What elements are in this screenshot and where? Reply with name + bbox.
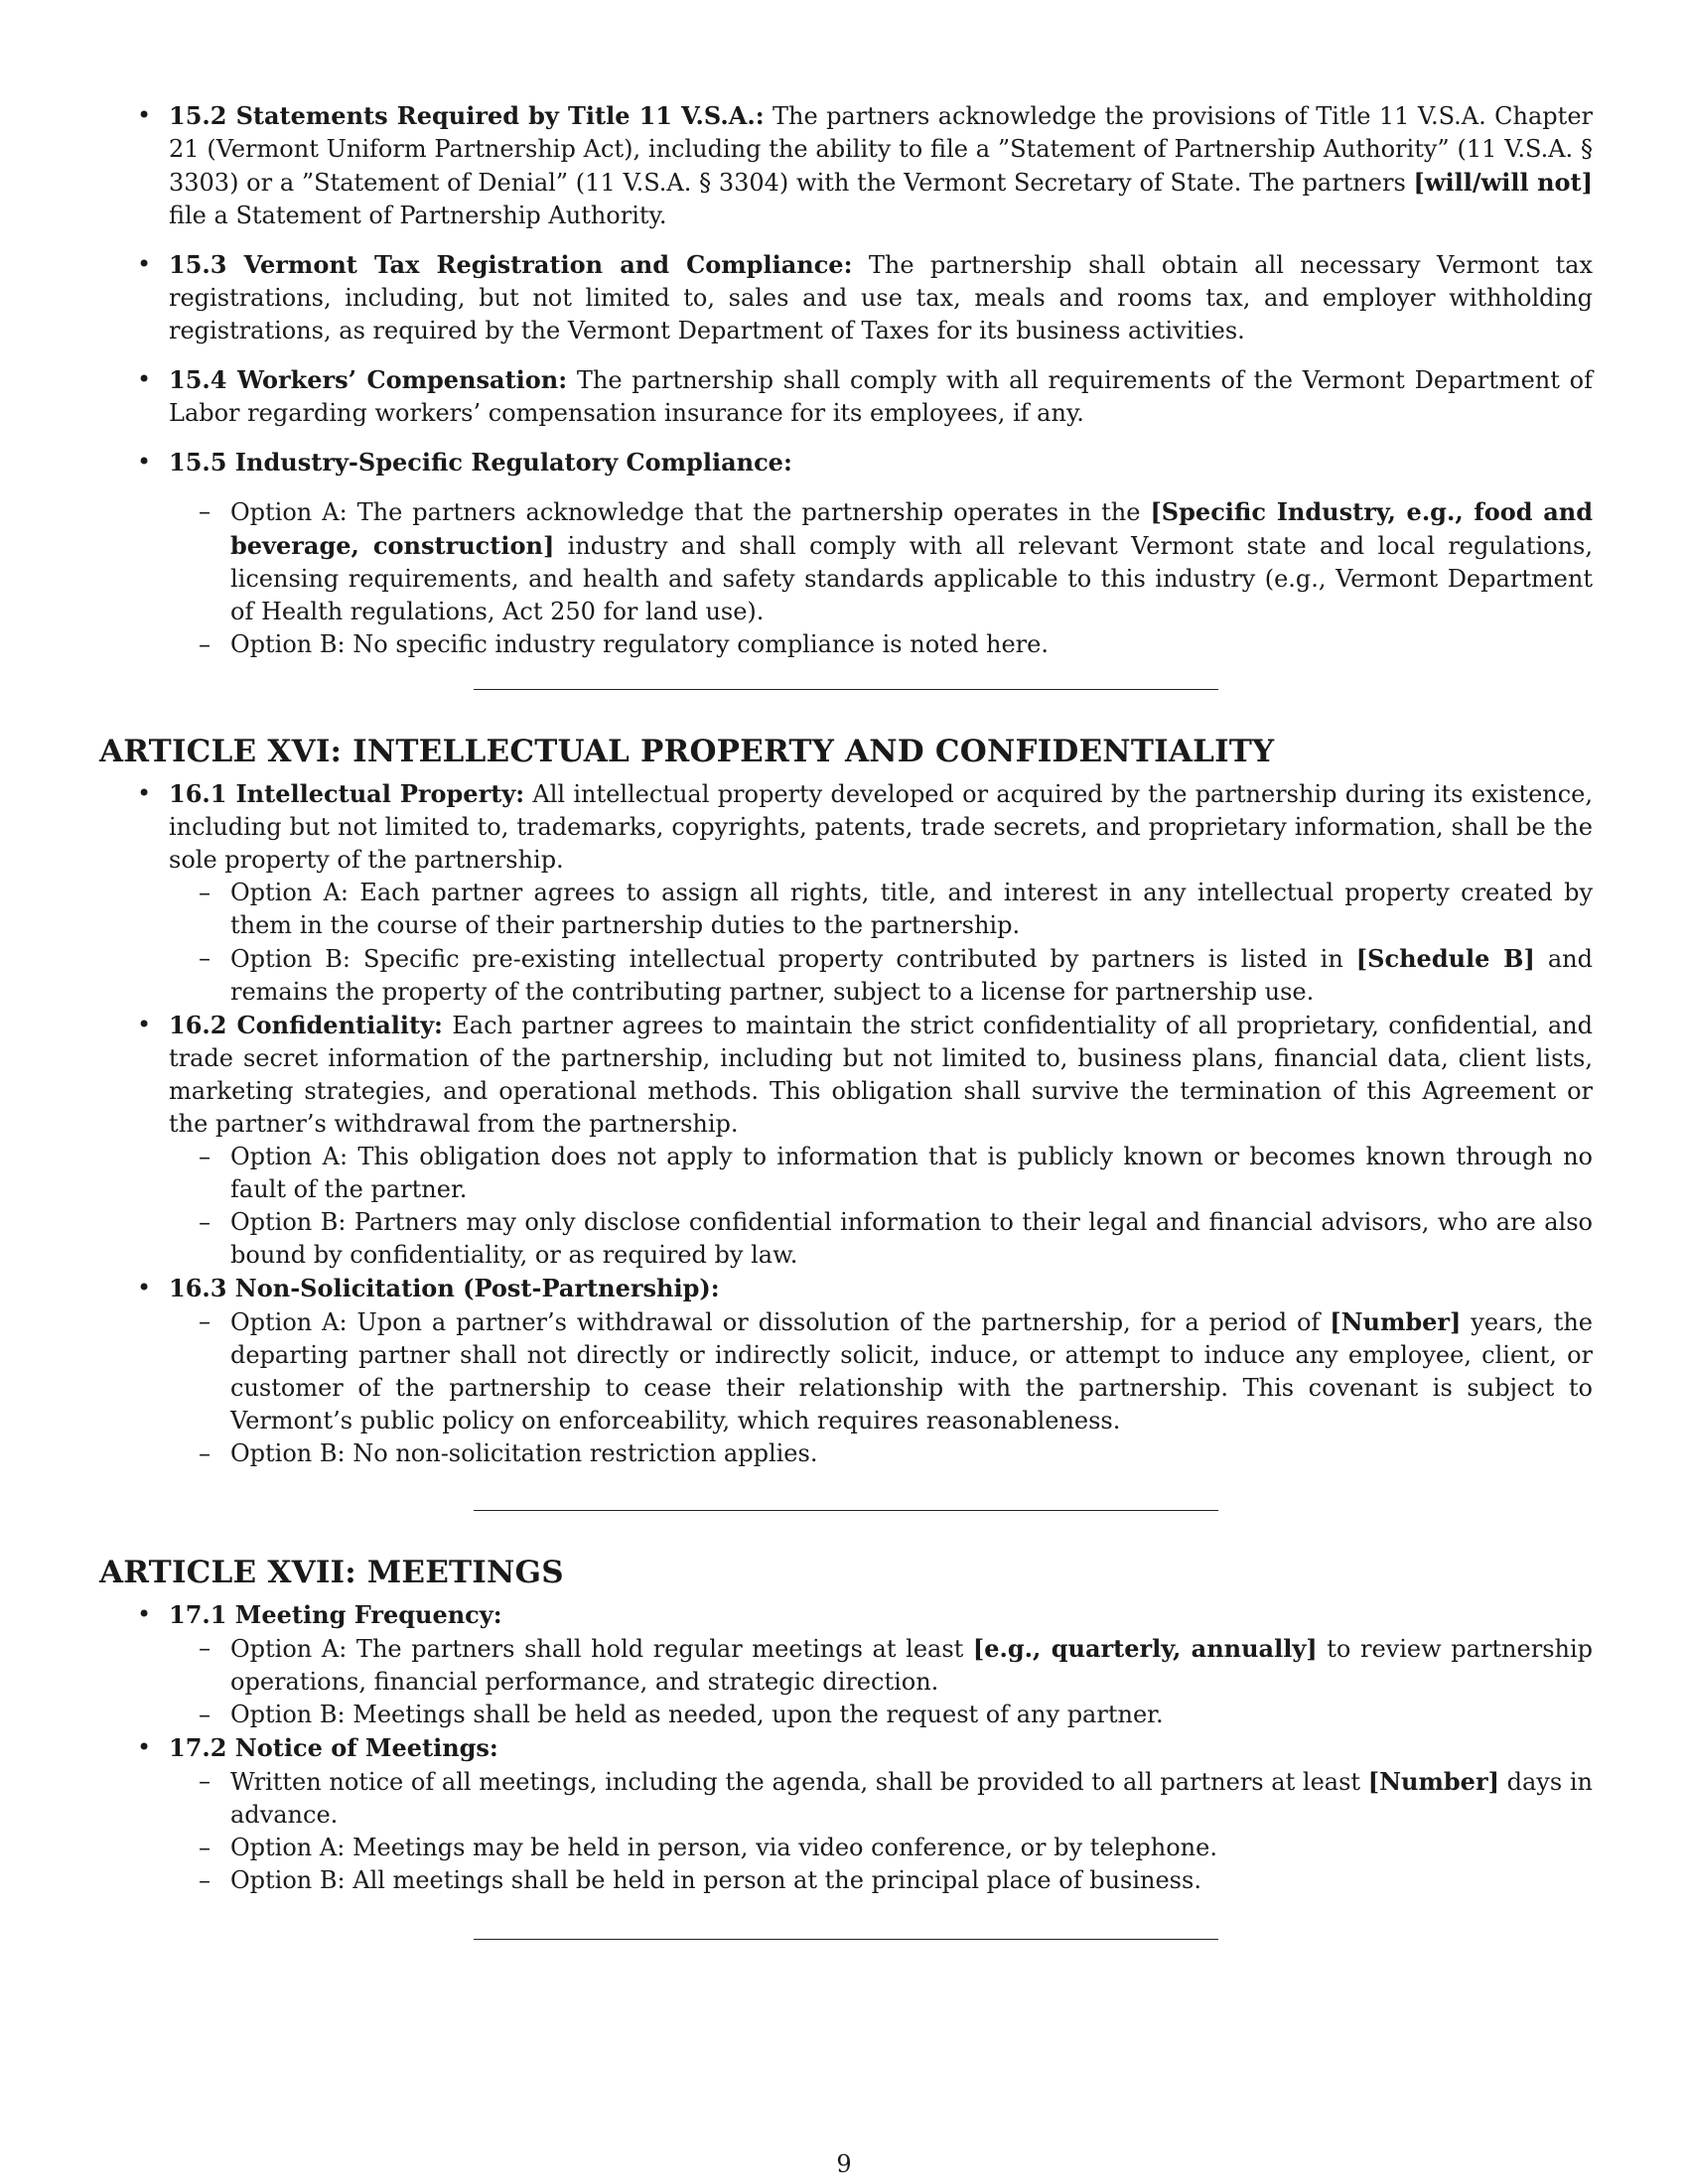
options-list <box>169 1632 1593 1731</box>
clause-heading: 17.2 Notice of Meetings: <box>169 1733 498 1762</box>
section-divider <box>474 1939 1218 1940</box>
options-list <box>169 1305 1593 1470</box>
page-number: 9 <box>836 2150 852 2178</box>
option-text: Option A: The partners shall hold regular meetings at least <box>230 1635 973 1663</box>
option-text: Option B: Meetings shall be held as needed, upon the request of any partner. <box>230 1701 1164 1728</box>
option-a <box>169 495 1593 628</box>
clause-text: All intellectual property developed or acquired by the partnership during its existence, including but not limited to, trademarks, copyrights, patents, trade secrets, and proprietary information, shall be the sole property of the partnership. <box>169 780 1593 874</box>
section-15-list <box>99 99 1593 661</box>
option-text: days in advance. <box>230 1768 1593 1829</box>
clause-15-4 <box>99 363 1593 430</box>
option-b <box>169 628 1593 661</box>
clause-heading: 15.5 Industry-Specific Regulatory Compliance: <box>169 448 792 477</box>
clause-15-5 <box>99 446 1593 661</box>
option-text: Option A: Meetings may be held in person, via video conference, or by telephone. <box>230 1834 1217 1861</box>
option-a <box>169 1832 1593 1864</box>
clause-15-2 <box>99 99 1593 232</box>
option-text: Option B: Specific pre-existing intellectual property contributed by partners is listed in <box>230 945 1356 973</box>
option-text: Option A: This obligation does not apply to information that is publicly known or becomes known through no fault of the partner. <box>230 1143 1593 1203</box>
option-text: Option A: Upon a partner’s withdrawal or dissolution of the partnership, for a period of <box>230 1308 1331 1336</box>
option-text: years, the departing partner shall not directly or indirectly solicit, induce, or attempt to induce any employee, client, or customer of the partnership to cease their relationship with the partnership. This covenant is subject to Vermont’s public policy on enforceability, which requires reasonableness. <box>230 1308 1593 1434</box>
options-list <box>169 1141 1593 1272</box>
clause-text: The partners acknowledge the provisions of Title 11 V.S.A. Chapter 21 (Vermont Uniform Partnership Act), including the ability to file a ”Statement of Partnership Authority” (11 V.S.A. § 3303) or a ”Statement of Denial” (11 V.S.A. § 3304) with the Vermont Secretary of State. The partners <box>169 102 1593 197</box>
article-17-title: ARTICLE XVII: MEETINGS <box>99 1555 564 1590</box>
option-b <box>169 942 1593 1009</box>
clause-16-2 <box>99 1009 1593 1272</box>
option-text: Option B: No specific industry regulatory compliance is noted here. <box>230 630 1049 658</box>
clause-text: file a Statement of Partnership Authority. <box>169 202 667 229</box>
option-b <box>169 1864 1593 1897</box>
clause-heading: 16.1 Intellectual Property: <box>169 779 525 808</box>
clause-17-1 <box>99 1598 1593 1731</box>
clause-heading: 15.2 Statements Required by Title 11 V.S.A.: <box>169 101 765 130</box>
clause-heading: 17.1 Meeting Frequency: <box>169 1600 502 1629</box>
clause-text: Each partner agrees to maintain the strict confidentiality of all proprietary, confidential, and trade secret information of the partnership, including but not limited to, business plans, financial data, client lists, marketing strategies, and operational methods. This obligation shall survive the termination of this Agreement or the partner’s withdrawal from the partnership. <box>169 1012 1593 1138</box>
document-page <box>99 99 1593 1940</box>
notice-requirement <box>169 1765 1593 1832</box>
options-list <box>169 877 1593 1009</box>
option-b <box>169 1699 1593 1731</box>
article-16-title: ARTICLE XVI: INTELLECTUAL PROPERTY AND CONFIDENTIALITY <box>99 734 1275 769</box>
option-text: Option A: Each partner agrees to assign all rights, title, and interest in any intellectual property created by them in the course of their partnership duties to the partnership. <box>230 879 1593 939</box>
placeholder-field: [Number] <box>1330 1307 1462 1336</box>
clause-16-1 <box>99 777 1593 1009</box>
option-text: Option A: The partners acknowledge that the partnership operates in the <box>230 498 1151 526</box>
clause-text: The partnership shall obtain all necessary Vermont tax registrations, including, but not limited to, sales and use tax, meals and rooms tax, and employer withholding registrations, as required by the Vermont Department of Taxes for its business activities. <box>169 251 1593 344</box>
placeholder-field: [Number] <box>1367 1767 1499 1796</box>
option-a <box>169 1141 1593 1206</box>
clause-16-3 <box>99 1272 1593 1470</box>
article-17-list <box>99 1598 1593 1897</box>
clause-heading: 15.4 Workers’ Compensation: <box>169 365 568 394</box>
clause-15-3 <box>99 248 1593 347</box>
placeholder-field: [Specific Industry, e.g., food and beverage, construction] <box>230 497 1593 560</box>
clause-heading: 15.3 Vermont Tax Registration and Compliance: <box>169 250 853 279</box>
option-a <box>169 1305 1593 1437</box>
option-text: Option B: All meetings shall be held in person at the principal place of business. <box>230 1866 1201 1894</box>
placeholder-field: [e.g., quarterly, annually] <box>972 1634 1318 1663</box>
option-b <box>169 1206 1593 1272</box>
option-b <box>169 1437 1593 1470</box>
options-list <box>169 495 1593 661</box>
clause-text: The partnership shall comply with all requirements of the Vermont Department of Labor regarding workers’ compensation insurance for its employees, if any. <box>169 366 1593 427</box>
placeholder-field: [will/will not] <box>1413 168 1594 197</box>
option-text: Option B: No non-solicitation restriction applies. <box>230 1439 818 1467</box>
option-text: and remains the property of the contributing partner, subject to a license for partnership use. <box>230 945 1593 1006</box>
option-a <box>169 877 1593 942</box>
clause-17-2 <box>99 1731 1593 1897</box>
placeholder-field: [Schedule B] <box>1355 944 1535 973</box>
options-list <box>169 1765 1593 1897</box>
option-a <box>169 1632 1593 1699</box>
option-text: Written notice of all meetings, including the agenda, shall be provided to all partners at least <box>230 1768 1368 1796</box>
clause-heading: 16.3 Non-Solicitation (Post-Partnership): <box>169 1274 720 1302</box>
option-text: industry and shall comply with all relevant Vermont state and local regulations, licensing requirements, and health and safety standards applicable to this industry (e.g., Vermont Department of Health regulations, Act 250 for land use). <box>230 532 1593 625</box>
article-16-list <box>99 777 1593 1470</box>
clause-heading: 16.2 Confidentiality: <box>169 1011 443 1039</box>
option-text: to review partnership operations, financial performance, and strategic direction. <box>230 1635 1594 1696</box>
option-text: Option B: Partners may only disclose confidential information to their legal and financial advisors, who are also bound by confidentiality, or as required by law. <box>230 1208 1593 1269</box>
